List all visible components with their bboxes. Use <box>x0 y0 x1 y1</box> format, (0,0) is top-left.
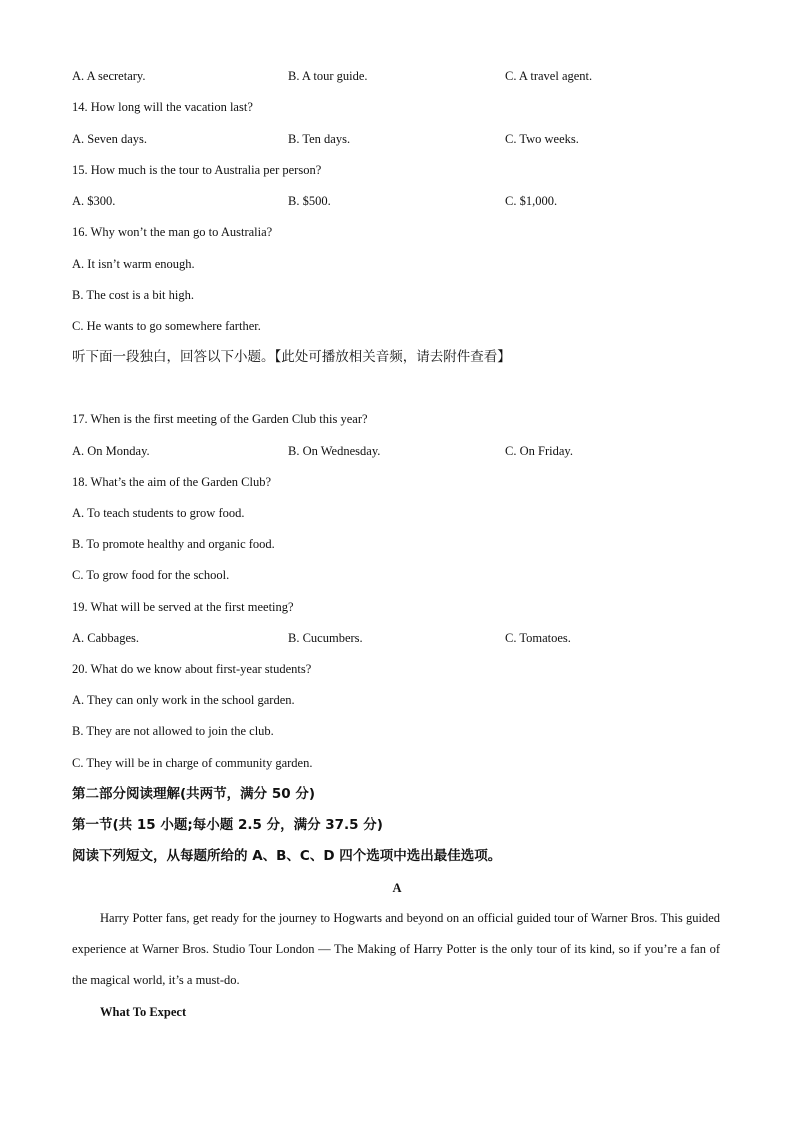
q16-stem: 16. Why won’t the man go to Australia? <box>72 225 273 239</box>
q20-option-b: B. They are not allowed to join the club. <box>72 724 274 738</box>
q14-option-b: B. Ten days. <box>288 132 351 146</box>
q13-option-c: C. A travel agent. <box>505 69 593 83</box>
q14-option-c: C. Two weeks. <box>505 132 579 146</box>
q15-stem: 15. How much is the tour to Australia per person? <box>72 163 322 177</box>
q18-option-a: A. To teach students to grow food. <box>72 506 245 520</box>
q13-option-b: B. A tour guide. <box>288 69 368 83</box>
q15-option-a: A. $300. <box>72 194 116 208</box>
q20-stem: 20. What do we know about first-year students? <box>72 662 312 676</box>
q13-option-a: A. A secretary. <box>72 69 146 83</box>
section1-title: 第一节(共 15 小题;每小题 2.5 分，满分 37.5 分) <box>72 817 383 833</box>
q19-option-b: B. Cucumbers. <box>288 631 363 645</box>
subheading-what-to-expect: What To Expect <box>100 1005 187 1019</box>
q19-option-a: A. Cabbages. <box>72 631 139 645</box>
q16-option-c: C. He wants to go somewhere farther. <box>72 319 261 333</box>
q18-stem: 18. What’s the aim of the Garden Club? <box>72 475 272 489</box>
q17-option-a: A. On Monday. <box>72 444 150 458</box>
q17-stem: 17. When is the first meeting of the Garden Club this year? <box>72 412 368 426</box>
q17-option-b: B. On Wednesday. <box>288 444 381 458</box>
q20-option-a: A. They can only work in the school garden. <box>72 693 295 707</box>
q18-option-b: B. To promote healthy and organic food. <box>72 537 275 551</box>
part2-title: 第二部分阅读理解(共两节，满分 50 分) <box>72 786 316 802</box>
q20-option-c: C. They will be in charge of community garden. <box>72 756 313 770</box>
q19-option-c: C. Tomatoes. <box>505 631 571 645</box>
passage-label: A <box>392 881 402 895</box>
monologue-instruction: 听下面一段独白，回答以下小题。【此处可播放相关音频，请去附件查看】 <box>72 349 511 365</box>
passage-paragraph: Harry Potter fans, get ready for the journey to Hogwarts and beyond on an official guided tour of Warner Bros. This guided experience at Warner Bros. Studio Tour London — The Making of Harry Potter is the only tour of its kind, so if you’re a fan of the magical world, it’s a must-do. <box>72 911 720 987</box>
q16-option-b: B. The cost is a bit high. <box>72 288 194 302</box>
q18-option-c: C. To grow food for the school. <box>72 568 230 582</box>
q16-option-a: A. It isn’t warm enough. <box>72 257 195 271</box>
q14-stem: 14. How long will the vacation last? <box>72 100 253 114</box>
q15-option-b: B. $500. <box>288 194 331 208</box>
q17-option-c: C. On Friday. <box>505 444 573 458</box>
reading-instruction: 阅读下列短文，从每题所给的 A、B、C、D 四个选项中选出最佳选项。 <box>72 848 502 864</box>
q14-option-a: A. Seven days. <box>72 132 147 146</box>
q15-option-c: C. $1,000. <box>505 194 558 208</box>
q19-stem: 19. What will be served at the first meeting? <box>72 600 294 614</box>
